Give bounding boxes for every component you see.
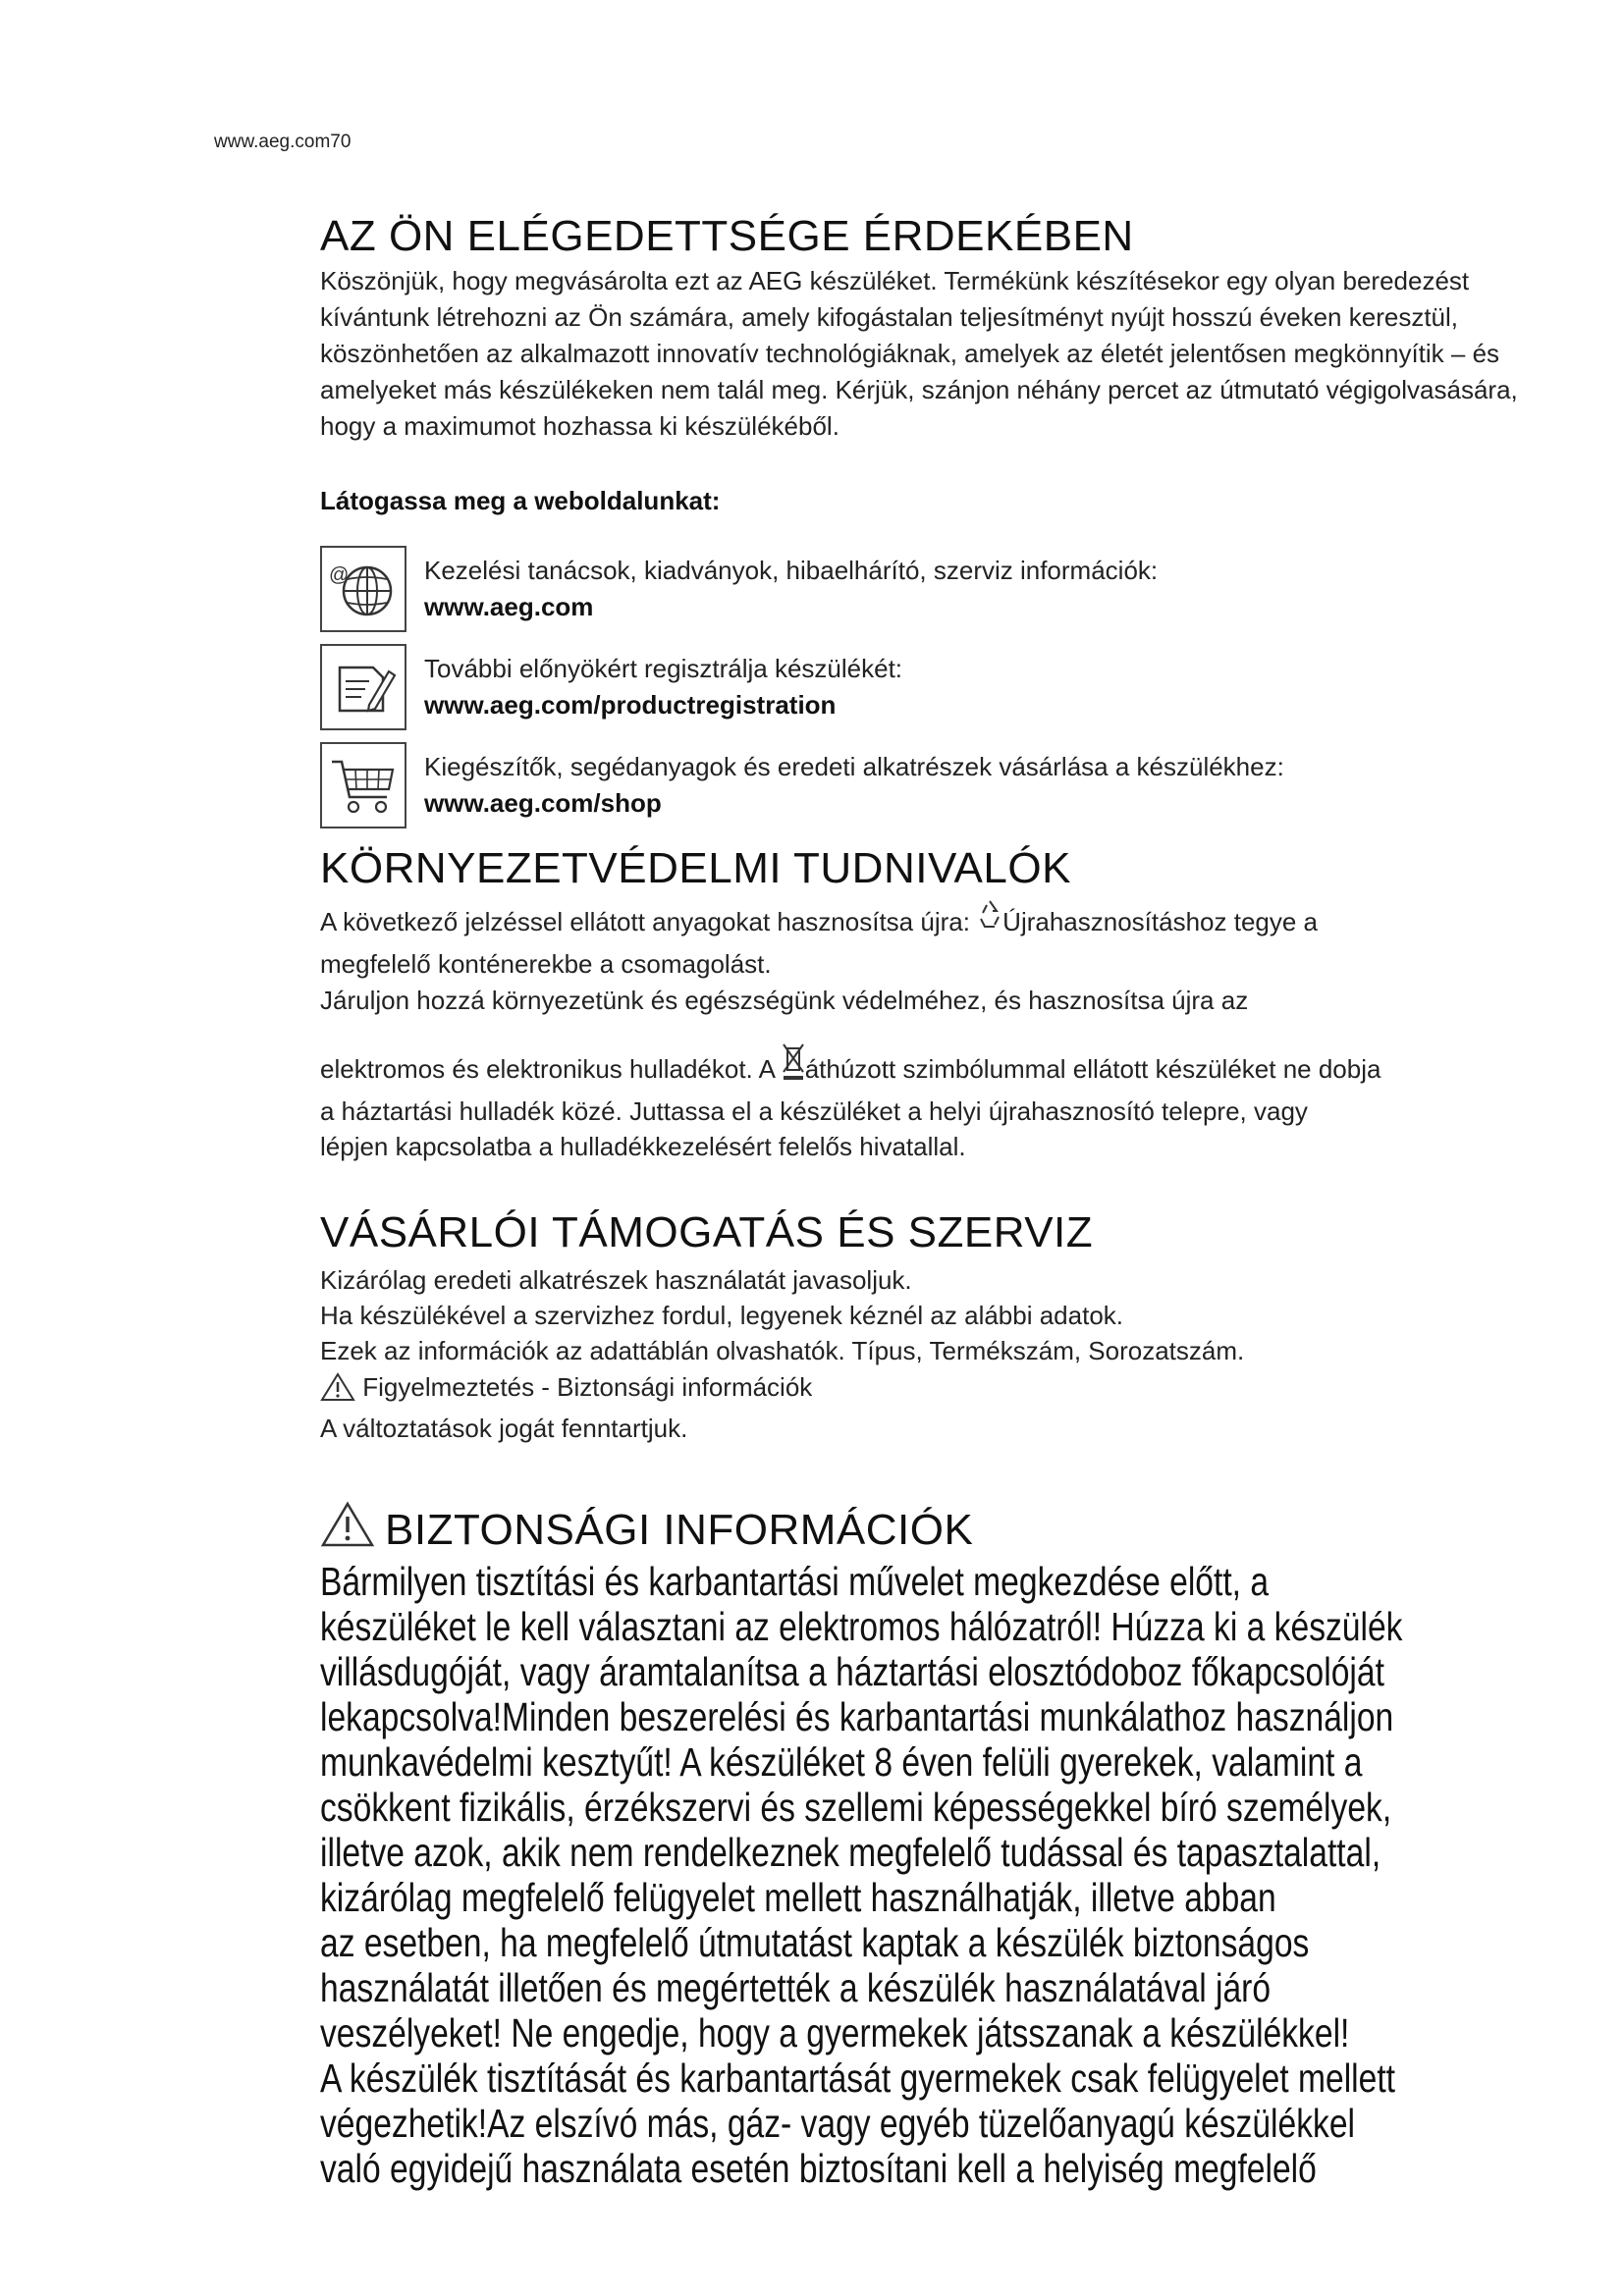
safety-line: való egyidejű használata esetén biztosítani kell a helyiség megfelelő	[320, 2146, 1317, 2192]
support-line: Ezek az információk az adattáblán olvashatók. Típus, Termékszám, Sorozatszám.	[320, 1336, 1245, 1366]
safety-body	[320, 1559, 1528, 2191]
warning-label: Figyelmeztetés - Biztonsági információk	[362, 1371, 813, 1402]
link-row-registration	[320, 644, 1538, 730]
link-url-main[interactable]: www.aeg.com	[424, 592, 594, 622]
link-description: További előnyökért regisztrálja készülékét:	[424, 654, 903, 684]
environment-title: KÖRNYEZETVÉDELMI TUDNIVALÓK	[320, 843, 1071, 892]
safety-line: készüléket le kell választani az elektromos hálózatról! Húzza ki a készülék	[320, 1604, 1403, 1650]
support-rights: A változtatások jogát fenntartjuk.	[320, 1414, 688, 1444]
safety-line: veszélyeket! Ne engedje, hogy a gyermekek játsszanak a készülékkel!	[320, 2010, 1350, 2056]
environment-line: A következő jelzéssel ellátott anyagokat hasznosítsa újra:	[320, 906, 978, 936]
warning-icon	[320, 1501, 385, 1553]
safety-line: végezhetik!Az elszívó más, gáz- vagy egyéb tüzelőanyagú készülékkel	[320, 2101, 1355, 2147]
environment-line: a háztartási hulladék közé. Juttassa el a készüléket a helyi újrahasznosító telepre, vagy	[320, 1095, 1308, 1126]
registration-icon	[320, 644, 406, 730]
safety-line: villásdugóját, vagy áramtalanítsa a háztartási elosztódoboz főkapcsolóját	[320, 1649, 1384, 1695]
link-description: Kezelési tanácsok, kiadványok, hibaelhárító, szerviz információk:	[424, 556, 1159, 586]
shopping-cart-icon	[320, 742, 406, 828]
environment-body	[320, 897, 1538, 1165]
safety-line: lekapcsolva!Minden beszerelési és karbantartási munkálathoz használjon	[320, 1694, 1394, 1740]
link-description: Kiegészítők, segédanyagok és eredeti alkatrészek vásárlása a készülékhez:	[424, 752, 1284, 782]
safety-title-row	[320, 1501, 1538, 1553]
support-body	[320, 1262, 1538, 1447]
safety-line: illetve azok, akik nem rendelkeznek megfelelő tudással és tapasztalattal,	[320, 1830, 1381, 1876]
visit-heading: Látogassa meg a weboldalunkat:	[320, 485, 721, 515]
safety-line: az esetben, ha megfelelő útmutatást kaptak a készülék biztonságos	[320, 1920, 1310, 1966]
support-line: Kizárólag eredeti alkatrészek használatát javasoljuk.	[320, 1264, 912, 1295]
support-title: VÁSÁRLÓI TÁMOGATÁS ÉS SZERVIZ	[320, 1208, 1094, 1257]
page-header-url: www.aeg.com70	[214, 132, 352, 152]
link-row-support	[320, 546, 1538, 632]
link-url-shop[interactable]: www.aeg.com/shop	[424, 788, 662, 819]
safety-line: A készülék tisztítását és karbantartását gyermekek csak felügyelet mellett	[320, 2056, 1396, 2102]
environment-line: Járuljon hozzá környezetünk és egészségünk védelméhez, és hasznosítsa újra az	[320, 985, 1249, 1015]
satisfaction-title: AZ ÖN ELÉGEDETTSÉGE ÉRDEKÉBEN	[320, 212, 1134, 260]
safety-line: Bármilyen tisztítási és karbantartási művelet megkezdése előtt, a	[320, 1559, 1270, 1605]
link-row-shop	[320, 742, 1538, 828]
support-line: Ha készülékével a szervizhez fordul, legyenek kéznél az alábbi adatok.	[320, 1300, 1124, 1330]
globe-icon	[320, 546, 406, 632]
crossed-bin-icon	[782, 1041, 805, 1094]
satisfaction-body: Köszönjük, hogy megvásárolta ezt az AEG készüléket. Termékünk készítésekor egy olyan beredezést kívántunk létrehozni az Ön számára, amely kifogástalan teljesítményt nyújt hosszú éveken keresztül, köszönhetően az alkalmazott innovatív technológiáknak, amelyek az életét jelentősen megkönnyítik – és amelyeket más készülékeken nem talál meg. Kérjük, szánjon néhány percet az útmutató végigolvasására, hogy a maximumot hozhassa ki készülékéből.	[320, 266, 1518, 441]
safety-line: csökkent fizikális, érzékszervi és szellemi képességekkel bíró személyek,	[320, 1785, 1392, 1831]
safety-line: kizárólag megfelelő felügyelet mellett használhatják, illetve abban	[320, 1875, 1276, 1921]
safety-line: használatát illetően és megértették a készülék használatával járó	[320, 1965, 1272, 2011]
environment-line: megfelelő konténerekbe a csomagolást.	[320, 948, 772, 979]
svg-text:@: @	[329, 563, 350, 586]
safety-title: BIZTONSÁGI INFORMÁCIÓK	[385, 1506, 974, 1555]
link-url-registration[interactable]: www.aeg.com/productregistration	[424, 690, 837, 721]
environment-line: lépjen kapcsolatba a hulladékkezelésért felelős hivatallal.	[320, 1132, 966, 1162]
safety-line: munkavédelmi kesztyűt! A készüléket 8 éven felüli gyerekek, valamint a	[320, 1739, 1363, 1786]
environment-line: Újrahasznosításhoz tegye a	[1002, 906, 1319, 936]
recycle-icon	[977, 897, 1002, 946]
warning-icon	[320, 1372, 355, 1411]
document-body	[320, 214, 1538, 2191]
environment-line: elektromos és elektronikus hulladékot. A	[320, 1053, 782, 1084]
environment-line: áthúzott szimbólummal ellátott készüléket ne dobja	[804, 1053, 1381, 1084]
